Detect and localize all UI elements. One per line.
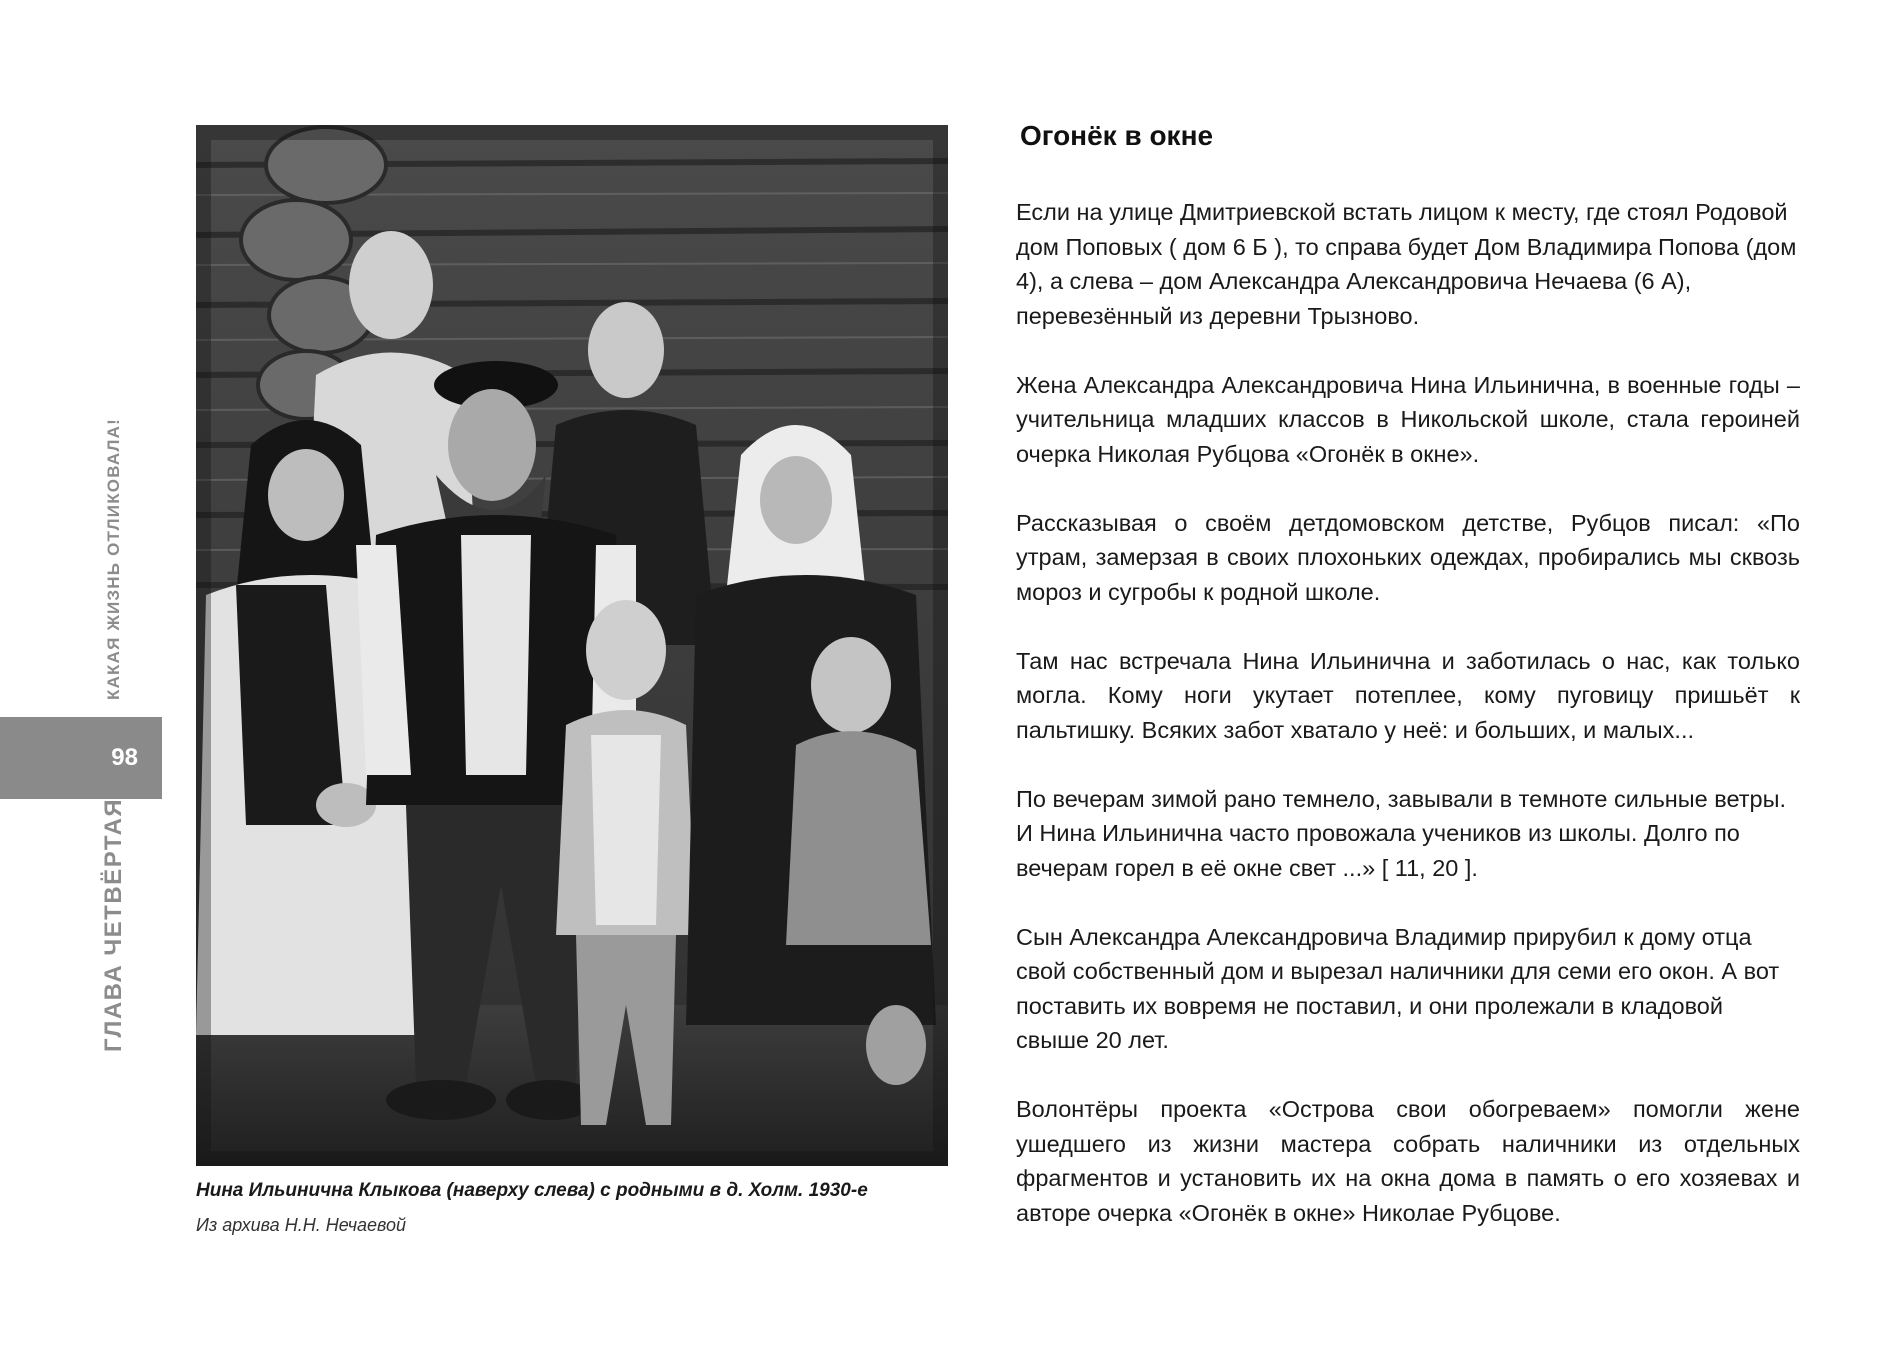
article-paragraph: Рассказывая о своём детдомовском детстве, Рубцов писал: «По утрам, замерзая в своих плохоньких одеждах, пробирались мы сквозь мороз и сугробы к родной школе. <box>1016 509 1800 605</box>
page-number-tab <box>0 717 162 799</box>
page-number: 98 <box>111 744 138 771</box>
photo-caption: Нина Ильинична Клыкова (наверху слева) с родными в д. Холм. 1930-е <box>196 1180 868 1201</box>
article-paragraph: По вечерам зимой рано темнело, завывали в темноте сильные ветры. И Нина Ильинична часто провожала учеников из школы. Долго по вечерам горел в её окне свет ...» [ 11, 20 ]. <box>1016 785 1787 881</box>
article-paragraph: Если на улице Дмитриевской встать лицом к месту, где стоял Родовой дом Поповых ( дом 6 Б ), то справа будет Дом Владимира Попова (дом 4), а слева – дом Александра Александровича Нечаева (6 А), перевезённый из деревни Трызново. <box>1016 199 1797 329</box>
running-head-book-title: КАКАЯ ЖИЗНЬ ОТЛИКОВАЛА! <box>104 417 123 700</box>
article-paragraph: Жена Александра Александровича Нина Ильинична, в военные годы – учительница младших классов в Никольской школе, стала героиней очерка Николая Рубцова «Огонёк в окне». <box>1016 371 1800 467</box>
family-photo-icon <box>196 125 948 1166</box>
article-title: Огонёк в окне <box>1020 120 1214 151</box>
article-paragraph: Сын Александра Александровича Владимир прирубил к дому отца свой собственный дом и вырезал наличники для семи его окон. А вот поставить их вовремя не поставил, и они пролежали в кладовой свыше 20 лет. <box>1016 923 1780 1053</box>
family-photo <box>196 125 948 1166</box>
article-paragraph: Там нас встречала Нина Ильинична и заботилась о нас, как только могла. Кому ноги укутает потеплее, кому пуговицу пришьёт к пальтишку. Всяких забот хватало у неё: и больших, и малых... <box>1016 647 1800 743</box>
article-paragraph: Волонтёры проекта «Острова свои обогреваем» помогли жене ушедшего из жизни мастера собрать наличники из отдельных фрагментов и установить их на окна дома в память о его хозяевах и авторе очерка «Огонёк в окне» Николае Рубцове. <box>1016 1096 1800 1226</box>
photo-credit: Из архива Н.Н. Нечаевой <box>196 1215 407 1235</box>
running-head-chapter: ГЛАВА ЧЕТВЁРТАЯ <box>100 797 127 1052</box>
article-body <box>1016 195 1800 1265</box>
